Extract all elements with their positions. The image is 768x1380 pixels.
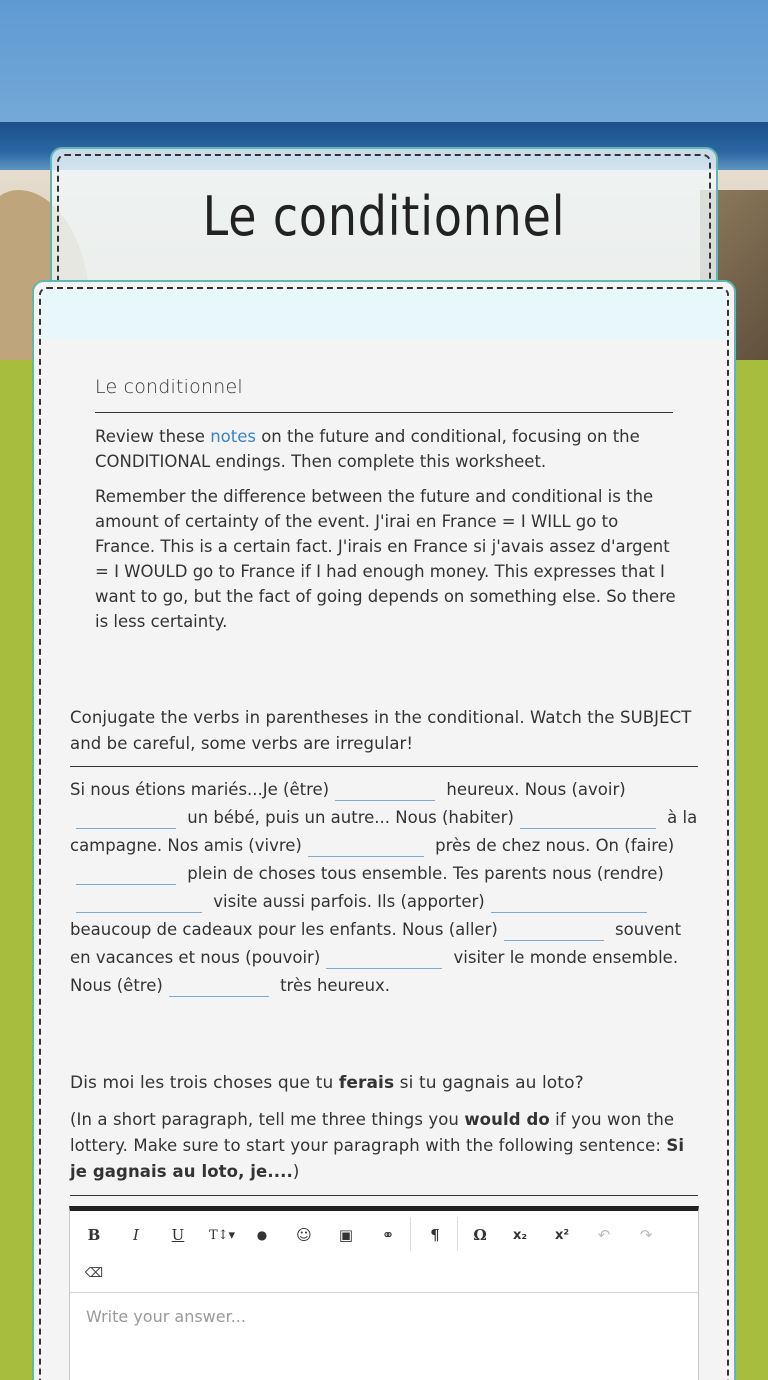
exercise1-instruction: Conjugate the verbs in parentheses in the conditional. Watch the SUBJECT and be careful, some verbs are irregular! bbox=[70, 708, 692, 753]
paragraph-direction-icon[interactable]: ¶ bbox=[430, 1226, 440, 1244]
cloze-segment: très heureux. bbox=[280, 976, 391, 995]
answer-textarea[interactable] bbox=[70, 1293, 698, 1380]
underline-button[interactable]: U bbox=[171, 1226, 185, 1244]
question-text: Dis moi les trois choses que tu bbox=[70, 1073, 339, 1093]
undo-icon[interactable]: ↶ bbox=[597, 1226, 611, 1244]
subscript-button[interactable]: x₂ bbox=[512, 1227, 528, 1243]
text-color-icon[interactable]: ● bbox=[256, 1228, 268, 1242]
directions-text: if you won the lottery. Make sure to start your paragraph with the following sentence: bbox=[70, 1110, 675, 1155]
notes-link[interactable]: notes bbox=[210, 427, 256, 446]
image-icon[interactable]: ▣ bbox=[338, 1226, 354, 1244]
blank-habiter[interactable] bbox=[520, 807, 656, 829]
cloze-segment: visiter le monde ensemble. Nous (être) bbox=[70, 948, 679, 995]
exercise2-question bbox=[70, 1070, 695, 1096]
exercise1-rule bbox=[70, 766, 698, 767]
blank-aller[interactable] bbox=[504, 919, 604, 941]
directions-emphasis: would do bbox=[464, 1110, 550, 1129]
editor-toolbar bbox=[70, 1211, 698, 1293]
worksheet-title: Le conditionnel bbox=[202, 185, 566, 248]
superscript-button[interactable]: x² bbox=[554, 1227, 570, 1243]
exercise2-rule bbox=[70, 1195, 698, 1196]
intro-paragraph-2: Remember the difference between the future and conditional is the amount of certainty of the event. J'irai en France = I WILL go to France. This is a certain fact. J'irais en France si j'avais assez d'argent = I WOULD go to France if I had enough money. This expresses that I want to go, but the fact of going depends on something else. So there is less certainty. bbox=[95, 487, 676, 631]
text-size-dropdown[interactable]: T↕▾ bbox=[208, 1227, 236, 1243]
toolbar-separator bbox=[410, 1217, 411, 1251]
directions-emphasis: Si je gagnais au loto, je.... bbox=[70, 1136, 685, 1181]
intro-paragraph-1 bbox=[95, 424, 680, 474]
redo-icon[interactable]: ↷ bbox=[639, 1226, 653, 1244]
blank-etre-2[interactable] bbox=[169, 975, 269, 997]
blank-rendre[interactable] bbox=[76, 891, 202, 913]
exercise2-directions bbox=[70, 1107, 698, 1185]
cloze-text bbox=[70, 776, 700, 1000]
directions-text: ) bbox=[292, 1162, 300, 1181]
intro-rule bbox=[95, 412, 673, 413]
clear-formatting-icon[interactable]: ⌫ bbox=[84, 1265, 104, 1281]
answer-editor bbox=[69, 1206, 699, 1380]
bold-button[interactable]: B bbox=[87, 1226, 101, 1244]
blank-etre-1[interactable] bbox=[335, 779, 435, 801]
cloze-segment: un bébé, puis un autre... Nous (habiter) bbox=[187, 808, 514, 827]
cloze-segment: à la campagne. Nos amis (vivre) bbox=[70, 808, 698, 855]
question-text: si tu gagnais au loto? bbox=[394, 1073, 584, 1093]
link-icon[interactable]: ⚭ bbox=[381, 1226, 395, 1244]
worksheet-top-band bbox=[41, 289, 727, 339]
blank-avoir[interactable] bbox=[76, 807, 176, 829]
blank-apporter[interactable] bbox=[491, 891, 647, 913]
cloze-segment: près de chez nous. On (faire) bbox=[435, 836, 675, 855]
intro-text: on the future and conditional, focusing on the CONDITIONAL endings. Then complete this worksheet. bbox=[95, 427, 640, 471]
cloze-segment: beaucoup de cadeaux pour les enfants. Nous (aller) bbox=[70, 920, 498, 939]
question-emphasis: ferais bbox=[338, 1073, 395, 1093]
cloze-segment: Si nous étions mariés...Je (être) bbox=[70, 780, 330, 799]
intro-text: Review these bbox=[95, 427, 211, 446]
italic-button[interactable]: I bbox=[133, 1226, 139, 1244]
emoji-icon[interactable]: ☺ bbox=[296, 1226, 312, 1244]
toolbar-separator bbox=[457, 1217, 458, 1251]
cloze-segment: visite aussi parfois. Ils (apporter) bbox=[213, 892, 485, 911]
cloze-segment: souvent en vacances et nous (pouvoir) bbox=[70, 920, 682, 967]
intro-heading: Le conditionnel bbox=[95, 376, 243, 398]
blank-vivre[interactable] bbox=[308, 835, 424, 857]
directions-text: (In a short paragraph, tell me three things you bbox=[70, 1110, 465, 1129]
blank-pouvoir[interactable] bbox=[326, 947, 442, 969]
cloze-segment: heureux. Nous (avoir) bbox=[446, 780, 626, 799]
special-character-icon[interactable]: Ω bbox=[473, 1226, 487, 1244]
blank-faire[interactable] bbox=[76, 863, 176, 885]
cloze-segment: plein de choses tous ensemble. Tes parents nous (rendre) bbox=[187, 864, 664, 883]
